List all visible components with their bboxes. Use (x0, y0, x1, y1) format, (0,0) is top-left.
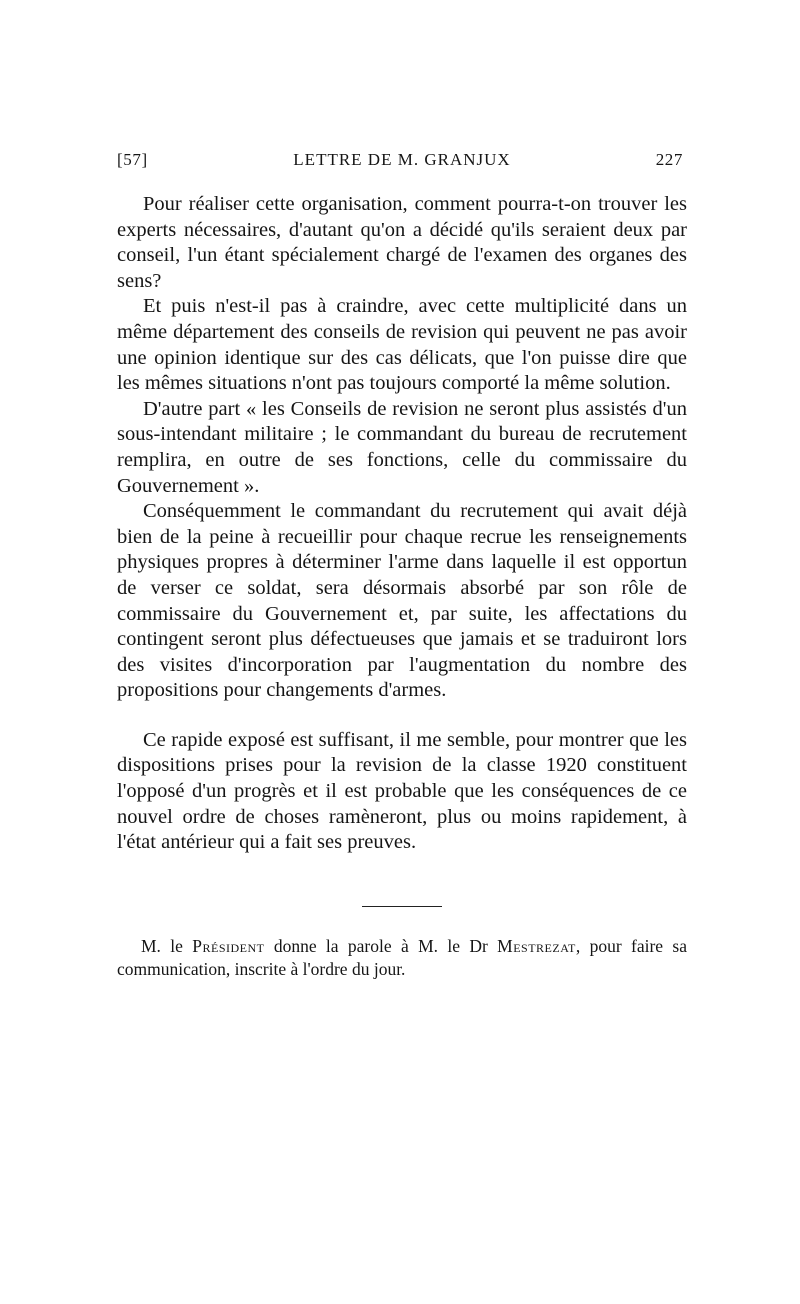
section-divider (362, 906, 442, 907)
note-speaker: Mestrezat (497, 935, 576, 956)
paragraph-consequences: Conséquemment le commandant du recrutement qui avait déjà bien de la peine à recueillir pour chaque recrue les renseignements physiques propres à déterminer l'arme dans laquelle il est opportun de verser ce soldat, sera désormais absorbé par son rôle de commissaire du Gouvernement et, par suite, les affectations du contingent seront plus défectueuses que jamais et se traduiront lors des visites d'incorporation par l'augmentation du nombre des propositions pour changements d'armes. (117, 500, 687, 702)
note-prefix: M. le (141, 935, 193, 956)
paragraph-experts: Pour réaliser cette organisation, comment pourra-t-on trouver les experts nécessaires, d'autant qu'on a décidé qu'ils seraient deux par conseil, l'un étant spécialement chargé de l'examen des organes des sens? (117, 193, 687, 292)
paragraph-recrutement: D'autre part « les Conseils de revision ne seront plus assistés d'un sous-intendant militaire ; le commandant du bureau de recrutement remplira, en outre de ses fonctions, celle du commissaire du Gouvernement ». (117, 397, 687, 497)
note-president: Président (192, 935, 265, 956)
document-page (117, 150, 687, 981)
paragraph-multiplicity: Et puis n'est-il pas à craindre, avec cette multiplicité dans un même département des conseils de revision qui peuvent ne pas avoir une opinion identique sur des cas délicats, que l'on puisse dire que les mêmes situations n'ont pas toujours comporté la même solution. (117, 295, 687, 395)
page-reference: [57] (117, 150, 148, 169)
closing-note (117, 935, 687, 981)
note-middle: donne la parole à M. le Dr (264, 935, 498, 956)
running-head (117, 150, 687, 178)
body-text (117, 192, 687, 856)
page-number: 227 (655, 150, 683, 169)
page-title: LETTRE DE M. GRANJUX (293, 150, 511, 169)
paragraph-conclusion: Ce rapide exposé est suffisant, il me semble, pour montrer que les dispositions prises pour la revision de la classe 1920 constituent l'opposé d'un progrès et il est probable que les conséquences de ce nouvel ordre de choses ramèneront, plus ou moins rapidement, à l'état antérieur qui a fait ses preuves. (117, 728, 687, 854)
note-suffix: , pour faire sa communication, inscrite à l'ordre du jour. (117, 935, 687, 979)
